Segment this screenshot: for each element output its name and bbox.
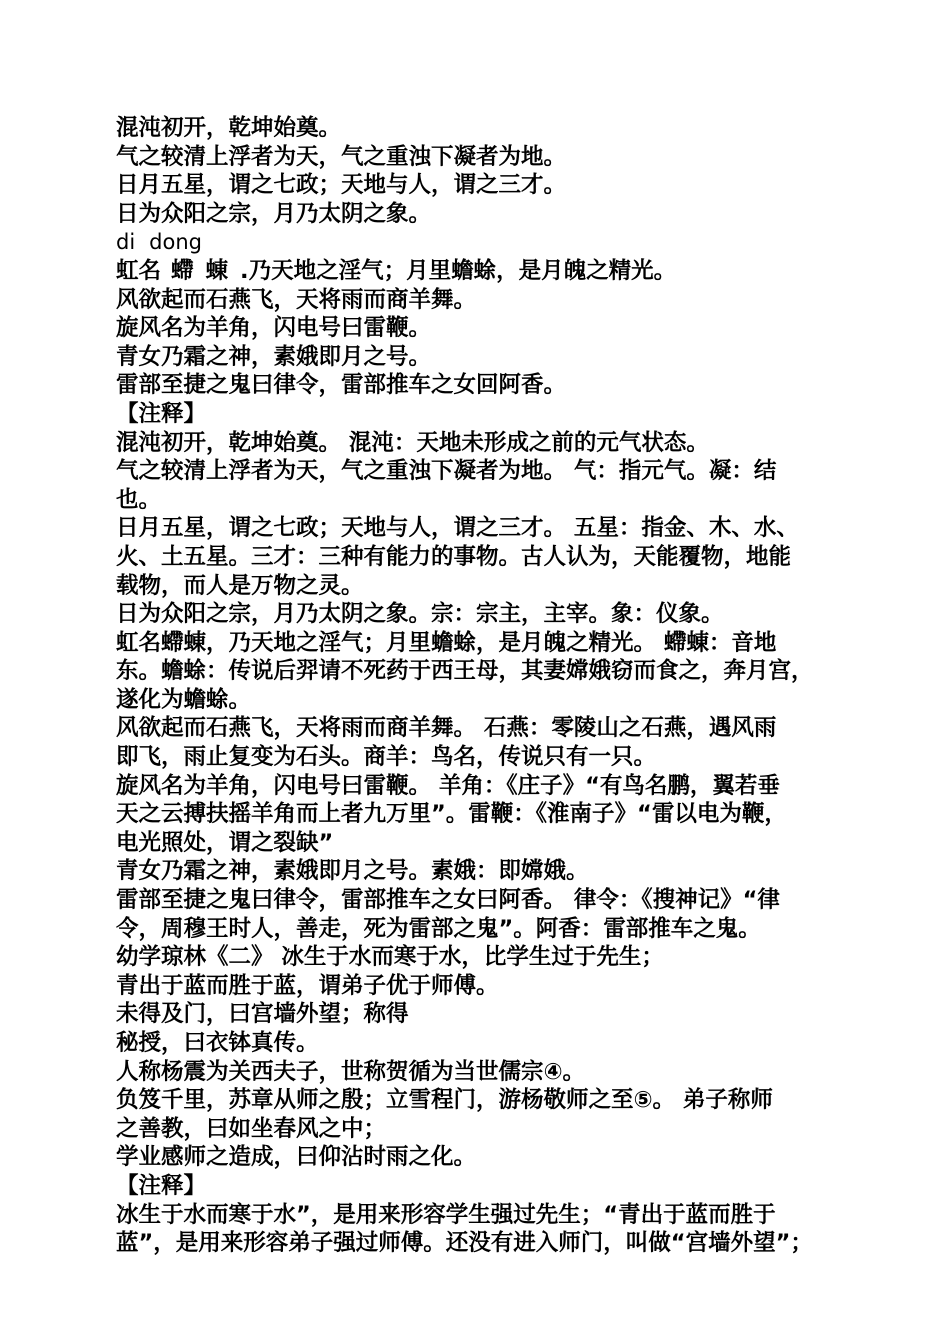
text-line: 冰生于水而寒于水”，是用来形容学生强过先生；“青出于蓝而胜于 xyxy=(116,1201,776,1228)
text-line: 日为众阳之宗，月乃太阴之象。宗：宗主，主宰。象：仪象。 xyxy=(116,601,724,628)
text-line: 气之较清上浮者为天，气之重浊下凝者为地。 气：指元气。凝：结 xyxy=(116,458,777,485)
text-line: 【注释】 xyxy=(116,1172,207,1199)
text-line: 秘授，曰衣钵真传。 xyxy=(116,1030,319,1056)
text-line: 日月五星，谓之七政；天地与人，谓之三才。 xyxy=(116,172,567,199)
pinyin-dong: dong xyxy=(149,230,202,255)
text-line: 学业感师之造成，曰仰沾时雨之化。 xyxy=(116,1144,477,1171)
text-line: 东。蟾蜍：传说后羿请不死药于西王母，其妻嫦娥窃而食之，奔月宫， xyxy=(116,658,814,685)
text-line: 即飞，雨止复变为石头。商羊：鸟名，传说只有一只。 xyxy=(116,744,657,771)
text-line: 遂化为蟾蜍。 xyxy=(116,686,252,713)
text-line: 也。 xyxy=(116,486,162,513)
text-line: 日月五星，谓之七政；天地与人，谓之三才。 五星：指金、木、水、 xyxy=(116,515,799,542)
text-line: 风欲起而石燕飞，天将雨而商羊舞。 xyxy=(116,286,477,313)
text-line: 青出于蓝而胜于蓝，谓弟子优于师傅。 xyxy=(116,972,499,999)
rainbow-line xyxy=(116,257,842,286)
text-line: 混沌初开，乾坤始奠。 混沌：天地未形成之前的元气状态。 xyxy=(116,429,709,456)
text-line: 之善教，曰如坐春风之中； xyxy=(116,1115,387,1142)
text-line: 雷部至捷之鬼曰律令，雷部推车之女回阿香。 xyxy=(116,372,567,399)
document-body xyxy=(116,114,842,1258)
text-line: 旋风名为羊角，闪电号曰雷鞭。 羊角：《庄子》“有鸟名鹏，翼若垂 xyxy=(116,772,780,799)
text-line: 雷部至捷之鬼曰律令，雷部推车之女曰阿香。 律令：《搜神记》“律 xyxy=(116,887,780,914)
rainbow-char-2: 蝀 xyxy=(205,257,229,284)
text-line: 人称杨震为关西夫子，世称贺循为当世儒宗④。 xyxy=(116,1058,586,1085)
text-line: 天之云搏扶摇羊角而上者九万里”。雷鞭：《淮南子》“雷以电为鞭， xyxy=(116,801,787,828)
text-line: 日为众阳之宗，月乃太阴之象。 xyxy=(116,200,432,227)
rainbow-lead: 虹名 xyxy=(116,257,162,284)
text-line: 混沌初开，乾坤始奠。 xyxy=(116,115,342,141)
text-line: 青女乃霜之神，素娥即月之号。 xyxy=(116,343,432,370)
text-line: 旋风名为羊角，闪电号曰雷鞭。 xyxy=(116,315,432,342)
pinyin-di: di xyxy=(116,230,136,255)
text-line: 负笈千里，苏章从师之殷；立雪程门，游杨敬师之至⑤。 弟子称师 xyxy=(116,1087,773,1114)
text-line: 火、土五星。三才：三种有能力的事物。古人认为，天能覆物，地能 xyxy=(116,543,792,570)
text-line: 幼学琼林《二》 冰生于水而寒于水，比学生过于先生； xyxy=(116,944,664,971)
text-line: 【注释】 xyxy=(116,400,207,427)
text-line: 电光照处，谓之裂缺” xyxy=(116,829,334,856)
rainbow-rest: .乃天地之淫气；月里蟾蜍，是月魄之精光。 xyxy=(240,257,677,284)
text-line: 虹名螮蝀，乃天地之淫气；月里蟾蜍，是月魄之精光。 螮蝀：音地 xyxy=(116,629,777,656)
text-line: 蓝”，是用来形容弟子强过师傅。还没有进入师门，叫做“宫墙外望”； xyxy=(116,1230,813,1257)
rainbow-char-1: 螮 xyxy=(171,257,194,284)
text-line: 气之较清上浮者为天，气之重浊下凝者为地。 xyxy=(116,143,567,170)
text-line: 令，周穆王时人，善走，死为雷部之鬼”。阿香：雷部推车之鬼。 xyxy=(116,915,761,942)
text-line: 风欲起而石燕飞，天将雨而商羊舞。 石燕：零陵山之石燕，遇风雨 xyxy=(116,715,777,742)
pinyin-annotation-line xyxy=(116,228,842,257)
text-line: 载物，而人是万物之灵。 xyxy=(116,572,364,599)
text-line: 青女乃霜之神，素娥即月之号。素娥：即嫦娥。 xyxy=(116,858,589,885)
text-line: 未得及门，曰宫墙外望；称得 xyxy=(116,1001,409,1028)
